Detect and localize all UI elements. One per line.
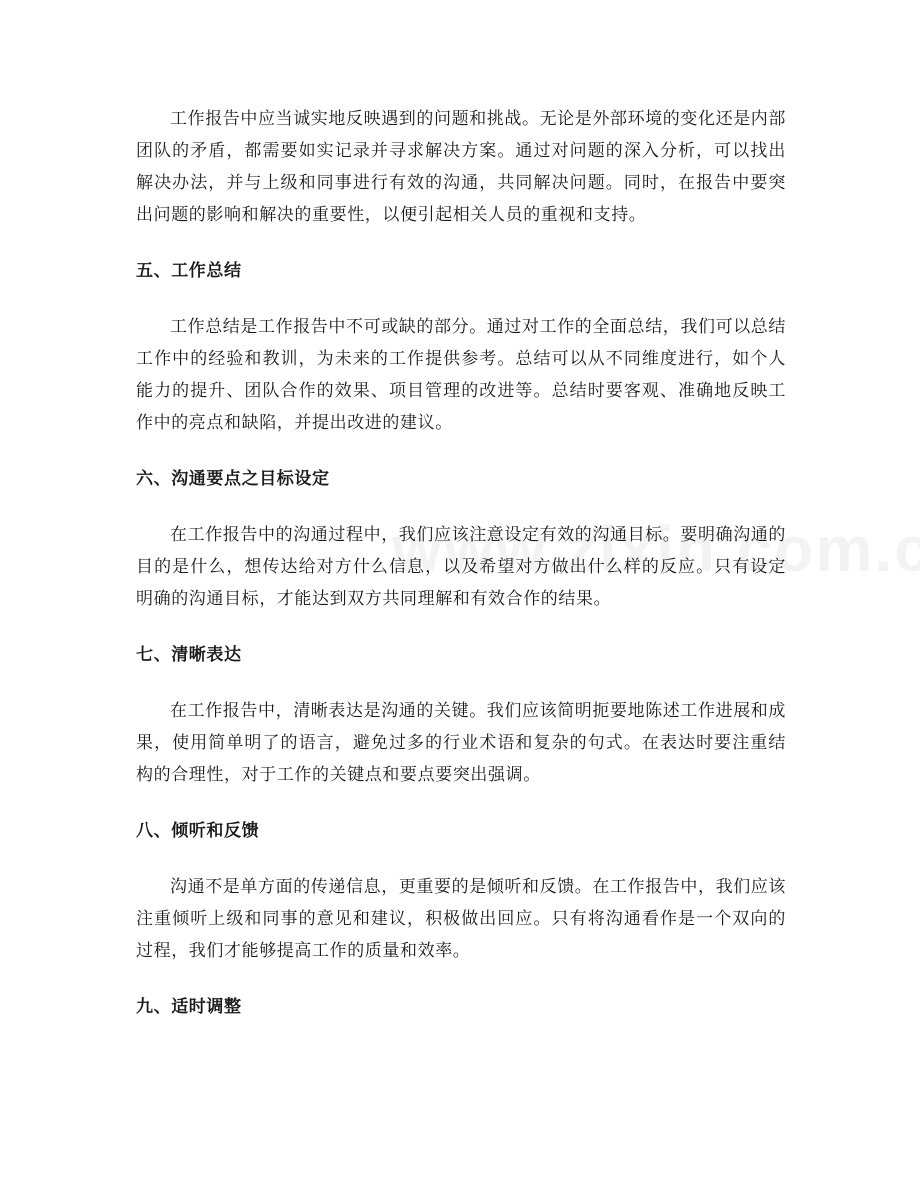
spacer	[136, 615, 786, 639]
spacer	[136, 847, 786, 871]
spacer	[136, 287, 786, 311]
spacer	[136, 231, 786, 255]
paragraph-work-summary: 工作总结是工作报告中不可或缺的部分。通过对工作的全面总结，我们可以总结工作中的经验和教训，为未来的工作提供参考。总结可以从不同维度进行，如个人能力的提升、团队合作的效果、项目管理的改进等。总结时要客观、准确地反映工作中的亮点和缺陷，并提出改进的建议。	[136, 317, 786, 433]
heading-clear-expression: 七、清晰表达	[136, 645, 242, 665]
paragraph-clear-expression: 在工作报告中，清晰表达是沟通的关键。我们应该简明扼要地陈述工作进展和成果，使用简单明了的语言，避免过多的行业术语和复杂的句式。在表达时要注重结构的合理性，对于工作的关键点和要点要突出强调。	[136, 701, 786, 785]
paragraph-listening-feedback: 沟通不是单方面的传递信息，更重要的是倾听和反馈。在工作报告中，我们应该注重倾听上级和同事的意见和建议，积极做出回应。只有将沟通看作是一个双向的过程，我们才能够提高工作的质量和效率。	[136, 877, 786, 961]
spacer	[136, 967, 786, 991]
paragraph-goal-setting: 在工作报告中的沟通过程中，我们应该注意设定有效的沟通目标。要明确沟通的目的是什么，想传达给对方什么信息，以及希望对方做出什么样的反应。只有设定明确的沟通目标，才能达到双方共同理解和有效合作的结果。	[136, 525, 786, 609]
spacer	[136, 671, 786, 695]
heading-timely-adjustment: 九、适时调整	[136, 997, 242, 1017]
spacer	[136, 791, 786, 815]
spacer	[136, 439, 786, 463]
heading-listening-feedback: 八、倾听和反馈	[136, 821, 260, 841]
spacer	[136, 495, 786, 519]
document-body	[136, 103, 786, 1023]
heading-work-summary: 五、工作总结	[136, 261, 242, 281]
paragraph-problems-challenges: 工作报告中应当诚实地反映遇到的问题和挑战。无论是外部环境的变化还是内部团队的矛盾，都需要如实记录并寻求解决方案。通过对问题的深入分析，可以找出解决办法，并与上级和同事进行有效的沟通，共同解决问题。同时，在报告中要突出问题的影响和解决的重要性，以便引起相关人员的重视和支持。	[136, 109, 786, 225]
heading-goal-setting: 六、沟通要点之目标设定	[136, 469, 330, 489]
